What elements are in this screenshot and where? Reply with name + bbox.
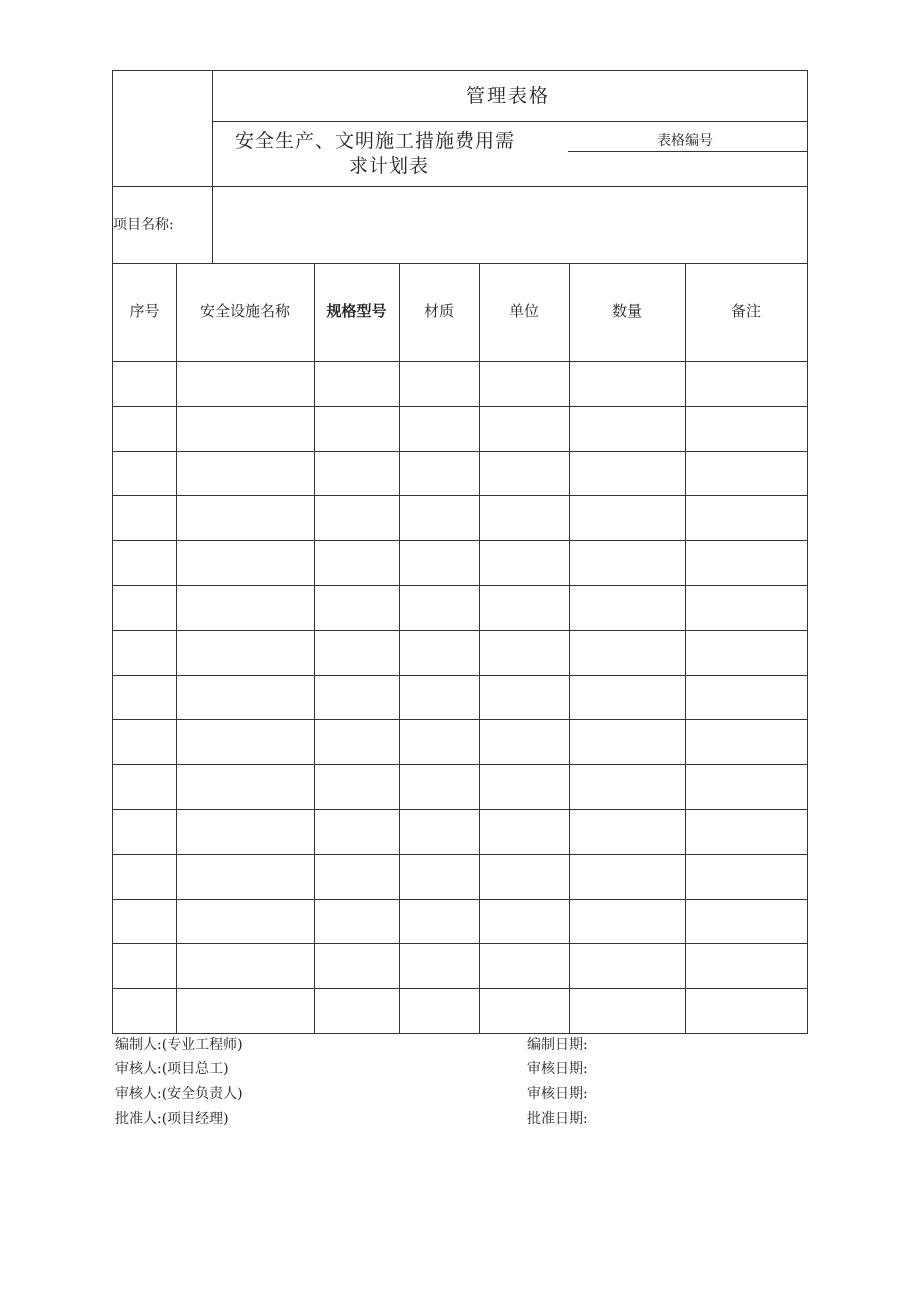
form-number-label: 表格编号 [657,133,713,149]
frame-right [807,70,808,1034]
col-header-spec-model: 规格型号 [326,302,387,320]
table-row[interactable] [113,586,807,630]
col-header-material: 材质 [423,302,454,320]
table-row[interactable] [113,765,807,809]
approver-label: 批准人:(项目经理) [115,1111,229,1127]
col-header-quantity: 数量 [611,302,642,320]
table-row[interactable] [113,810,807,854]
compiler-label: 编制人:(专业工程师) [115,1037,243,1053]
table-row[interactable] [113,407,807,451]
table-row[interactable] [113,944,807,988]
col-header-unit: 单位 [508,302,539,320]
col-header-facility-name: 安全设施名称 [199,302,290,320]
header-bottom [112,186,808,187]
col-header-index: 序号 [129,302,160,320]
project-bottom [112,263,808,264]
table-row[interactable] [113,631,807,675]
compile-date-label: 编制日期: [527,1037,588,1053]
review-date-label-2: 审核日期: [527,1086,588,1102]
sub-title-line2: 求计划表 [349,155,430,177]
table-row[interactable] [113,989,807,1033]
frame-top [112,70,808,71]
reviewer-safety-label: 审核人:(安全负责人) [115,1086,243,1102]
col-header-remarks: 备注 [730,302,761,320]
project-name-label: 项目名称: [113,217,174,233]
logo-cell-divider [212,70,213,263]
reviewer-chief-label: 审核人:(项目总工) [115,1061,229,1077]
table-row[interactable] [113,452,807,496]
table-row[interactable] [113,900,807,944]
table-row[interactable] [113,541,807,585]
table-row[interactable] [113,720,807,764]
table-bottom [112,1033,808,1034]
table-row[interactable] [113,362,807,406]
sub-title-line1: 安全生产、文明施工措施费用需 [235,130,516,152]
table-row[interactable] [113,855,807,899]
review-date-label-1: 审核日期: [527,1061,588,1077]
main-title: 管理表格 [466,85,551,107]
approve-date-label: 批准日期: [527,1111,588,1127]
form-no-underline [568,151,808,152]
title-divider [212,121,808,122]
table-row[interactable] [113,496,807,540]
table-row[interactable] [113,676,807,720]
